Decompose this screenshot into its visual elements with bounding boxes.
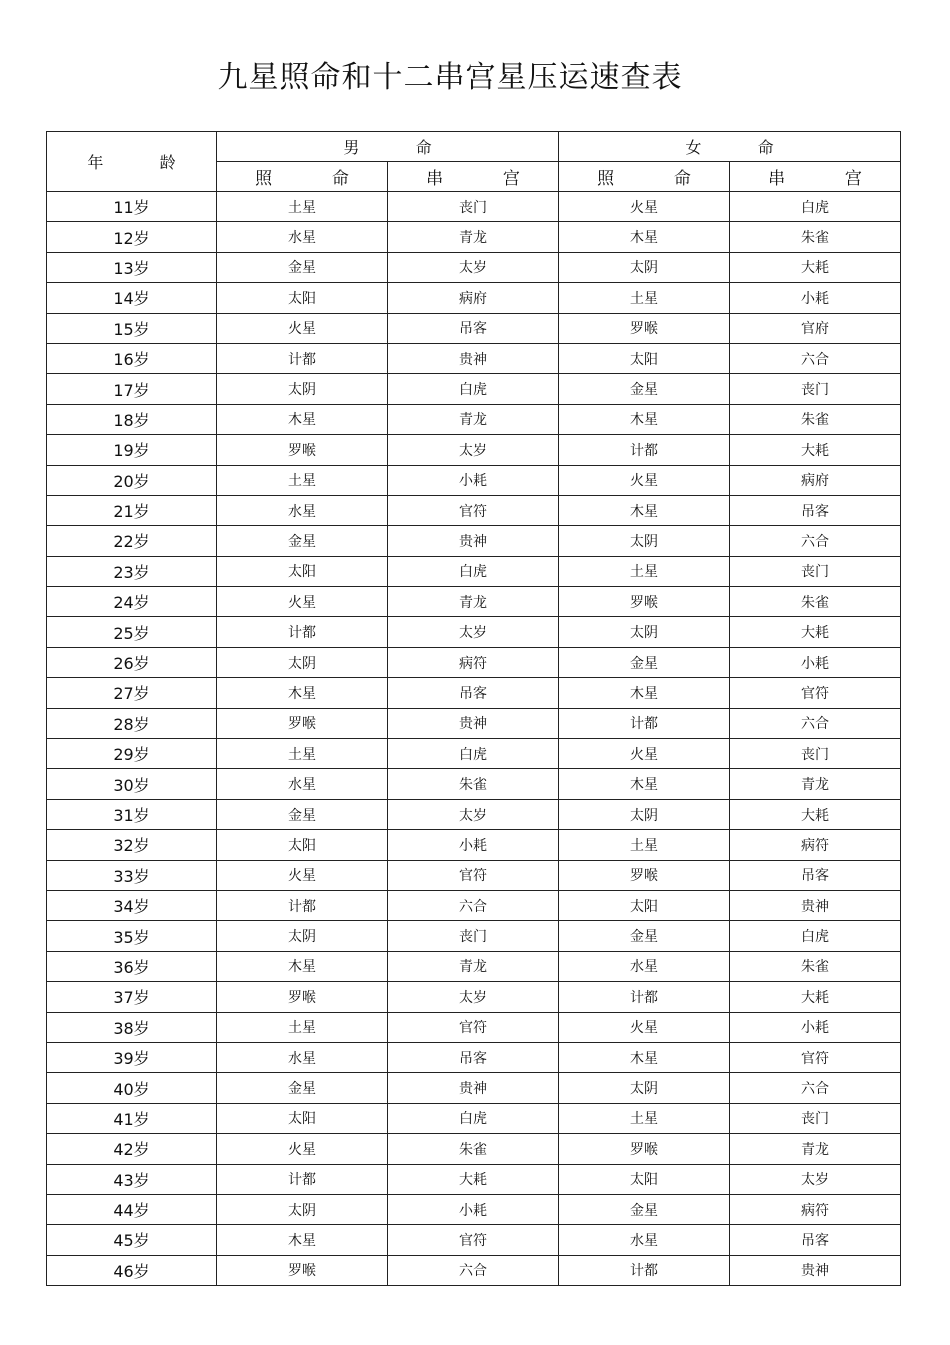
cell-female-chuan: 白虎 — [730, 921, 901, 951]
table-row — [47, 708, 901, 738]
cell-male-chuan: 官符 — [388, 1225, 559, 1255]
cell-female-chuan: 贵神 — [730, 1255, 901, 1285]
cell-age: 26岁 — [47, 647, 217, 677]
page-title: 九星照命和十二串宫星压运速查表 — [217, 60, 683, 95]
cell-male-zhao: 火星 — [217, 313, 388, 343]
cell-male-chuan: 青龙 — [388, 951, 559, 981]
table-row — [47, 526, 901, 556]
cell-female-zhao: 火星 — [559, 1012, 730, 1042]
cell-age: 43岁 — [47, 1164, 217, 1194]
header-female-chuan: 串 宫 — [730, 162, 901, 192]
cell-male-chuan: 病符 — [388, 647, 559, 677]
cell-male-chuan: 白虎 — [388, 1103, 559, 1133]
cell-female-chuan: 丧门 — [730, 374, 901, 404]
cell-male-chuan: 病府 — [388, 283, 559, 313]
cell-age: 28岁 — [47, 708, 217, 738]
cell-age: 38岁 — [47, 1012, 217, 1042]
cell-female-chuan: 大耗 — [730, 252, 901, 282]
cell-female-chuan: 六合 — [730, 1073, 901, 1103]
header-age: 年 龄 — [47, 132, 217, 192]
table-row — [47, 647, 901, 677]
cell-male-zhao: 太阴 — [217, 647, 388, 677]
table-row — [47, 1164, 901, 1194]
cell-age: 11岁 — [47, 192, 217, 222]
cell-male-chuan: 大耗 — [388, 1164, 559, 1194]
table-body — [47, 192, 901, 1286]
cell-age: 25岁 — [47, 617, 217, 647]
cell-female-chuan: 病府 — [730, 465, 901, 495]
cell-male-chuan: 六合 — [388, 890, 559, 920]
table-row — [47, 1073, 901, 1103]
cell-male-zhao: 罗喉 — [217, 982, 388, 1012]
cell-male-chuan: 朱雀 — [388, 1134, 559, 1164]
cell-age: 33岁 — [47, 860, 217, 890]
cell-female-chuan: 官符 — [730, 1042, 901, 1072]
cell-female-chuan: 吊客 — [730, 860, 901, 890]
table-row — [47, 1134, 901, 1164]
cell-male-zhao: 罗喉 — [217, 708, 388, 738]
cell-female-zhao: 水星 — [559, 1225, 730, 1255]
cell-age: 40岁 — [47, 1073, 217, 1103]
cell-female-chuan: 青龙 — [730, 769, 901, 799]
cell-male-chuan: 贵神 — [388, 1073, 559, 1103]
cell-age: 39岁 — [47, 1042, 217, 1072]
table-row — [47, 192, 901, 222]
cell-male-zhao: 金星 — [217, 799, 388, 829]
cell-male-chuan: 太岁 — [388, 252, 559, 282]
cell-age: 41岁 — [47, 1103, 217, 1133]
table-row — [47, 799, 901, 829]
cell-male-chuan: 小耗 — [388, 1194, 559, 1224]
cell-female-zhao: 火星 — [559, 465, 730, 495]
cell-male-zhao: 木星 — [217, 1225, 388, 1255]
cell-female-zhao: 太阴 — [559, 526, 730, 556]
lookup-table — [46, 131, 901, 1286]
cell-male-chuan: 白虎 — [388, 739, 559, 769]
cell-male-zhao: 火星 — [217, 1134, 388, 1164]
cell-age: 44岁 — [47, 1194, 217, 1224]
cell-female-zhao: 木星 — [559, 222, 730, 252]
cell-male-chuan: 贵神 — [388, 343, 559, 373]
cell-female-chuan: 六合 — [730, 708, 901, 738]
cell-male-chuan: 小耗 — [388, 830, 559, 860]
cell-female-chuan: 朱雀 — [730, 587, 901, 617]
cell-age: 35岁 — [47, 921, 217, 951]
table-row — [47, 222, 901, 252]
cell-female-zhao: 木星 — [559, 678, 730, 708]
cell-age: 13岁 — [47, 252, 217, 282]
cell-age: 14岁 — [47, 283, 217, 313]
table-row — [47, 283, 901, 313]
table-row — [47, 951, 901, 981]
cell-male-chuan: 贵神 — [388, 708, 559, 738]
cell-female-zhao: 计都 — [559, 982, 730, 1012]
cell-male-zhao: 太阳 — [217, 830, 388, 860]
table-row — [47, 252, 901, 282]
cell-male-zhao: 火星 — [217, 860, 388, 890]
cell-male-zhao: 火星 — [217, 587, 388, 617]
cell-female-zhao: 木星 — [559, 495, 730, 525]
header-female-zhao: 照 命 — [559, 162, 730, 192]
cell-female-zhao: 土星 — [559, 556, 730, 586]
cell-male-zhao: 太阳 — [217, 283, 388, 313]
cell-age: 46岁 — [47, 1255, 217, 1285]
cell-female-chuan: 病符 — [730, 1194, 901, 1224]
table-header — [47, 132, 901, 192]
cell-male-zhao: 计都 — [217, 617, 388, 647]
table-row — [47, 404, 901, 434]
cell-male-zhao: 木星 — [217, 951, 388, 981]
cell-female-zhao: 太阴 — [559, 1073, 730, 1103]
cell-male-zhao: 土星 — [217, 192, 388, 222]
cell-female-chuan: 大耗 — [730, 435, 901, 465]
cell-female-chuan: 太岁 — [730, 1164, 901, 1194]
cell-female-chuan: 大耗 — [730, 799, 901, 829]
cell-female-zhao: 太阴 — [559, 799, 730, 829]
cell-female-chuan: 病符 — [730, 830, 901, 860]
table-row — [47, 1103, 901, 1133]
cell-male-zhao: 罗喉 — [217, 435, 388, 465]
cell-male-chuan: 太岁 — [388, 799, 559, 829]
cell-female-zhao: 罗喉 — [559, 860, 730, 890]
cell-male-zhao: 水星 — [217, 495, 388, 525]
cell-female-zhao: 金星 — [559, 647, 730, 677]
header-male-chuan: 串 宫 — [388, 162, 559, 192]
table-row — [47, 982, 901, 1012]
cell-male-zhao: 水星 — [217, 769, 388, 799]
table-row — [47, 374, 901, 404]
cell-male-zhao: 水星 — [217, 222, 388, 252]
cell-age: 18岁 — [47, 404, 217, 434]
cell-female-chuan: 丧门 — [730, 1103, 901, 1133]
cell-male-zhao: 金星 — [217, 252, 388, 282]
cell-male-chuan: 吊客 — [388, 313, 559, 343]
table-row — [47, 921, 901, 951]
cell-female-zhao: 火星 — [559, 739, 730, 769]
table-row — [47, 769, 901, 799]
cell-age: 12岁 — [47, 222, 217, 252]
cell-male-zhao: 金星 — [217, 1073, 388, 1103]
cell-female-chuan: 大耗 — [730, 617, 901, 647]
table-row — [47, 860, 901, 890]
cell-male-chuan: 小耗 — [388, 465, 559, 495]
cell-male-chuan: 白虎 — [388, 374, 559, 404]
cell-male-chuan: 吊客 — [388, 678, 559, 708]
cell-female-zhao: 太阴 — [559, 617, 730, 647]
table-row — [47, 495, 901, 525]
cell-male-chuan: 官符 — [388, 860, 559, 890]
cell-male-chuan: 青龙 — [388, 587, 559, 617]
cell-female-zhao: 土星 — [559, 830, 730, 860]
cell-female-zhao: 计都 — [559, 1255, 730, 1285]
header-female: 女 命 — [559, 132, 901, 162]
cell-age: 24岁 — [47, 587, 217, 617]
cell-age: 45岁 — [47, 1225, 217, 1255]
cell-age: 22岁 — [47, 526, 217, 556]
cell-female-chuan: 六合 — [730, 526, 901, 556]
cell-female-chuan: 青龙 — [730, 1134, 901, 1164]
cell-female-chuan: 贵神 — [730, 890, 901, 920]
cell-age: 17岁 — [47, 374, 217, 404]
cell-female-zhao: 水星 — [559, 951, 730, 981]
cell-age: 23岁 — [47, 556, 217, 586]
cell-male-chuan: 太岁 — [388, 435, 559, 465]
table-row — [47, 1225, 901, 1255]
table-row — [47, 830, 901, 860]
table-row — [47, 313, 901, 343]
cell-female-zhao: 计都 — [559, 435, 730, 465]
cell-female-chuan: 丧门 — [730, 739, 901, 769]
cell-female-zhao: 太阴 — [559, 252, 730, 282]
cell-female-zhao: 金星 — [559, 1194, 730, 1224]
cell-age: 37岁 — [47, 982, 217, 1012]
cell-female-zhao: 土星 — [559, 283, 730, 313]
cell-age: 32岁 — [47, 830, 217, 860]
cell-female-chuan: 六合 — [730, 343, 901, 373]
table-row — [47, 617, 901, 647]
cell-female-zhao: 太阳 — [559, 343, 730, 373]
cell-female-zhao: 太阳 — [559, 890, 730, 920]
table-row — [47, 587, 901, 617]
cell-male-zhao: 太阳 — [217, 1103, 388, 1133]
cell-female-zhao: 计都 — [559, 708, 730, 738]
cell-male-zhao: 计都 — [217, 1164, 388, 1194]
table-row — [47, 556, 901, 586]
cell-male-zhao: 木星 — [217, 404, 388, 434]
cell-male-zhao: 太阴 — [217, 921, 388, 951]
cell-male-zhao: 太阳 — [217, 556, 388, 586]
cell-female-zhao: 木星 — [559, 1042, 730, 1072]
cell-age: 36岁 — [47, 951, 217, 981]
cell-male-zhao: 木星 — [217, 678, 388, 708]
cell-male-chuan: 白虎 — [388, 556, 559, 586]
cell-male-zhao: 计都 — [217, 343, 388, 373]
cell-female-chuan: 官符 — [730, 678, 901, 708]
cell-age: 34岁 — [47, 890, 217, 920]
table-row — [47, 1042, 901, 1072]
table-row — [47, 890, 901, 920]
cell-age: 21岁 — [47, 495, 217, 525]
header-male-zhao: 照 命 — [217, 162, 388, 192]
cell-female-zhao: 罗喉 — [559, 587, 730, 617]
cell-male-zhao: 罗喉 — [217, 1255, 388, 1285]
table-row — [47, 678, 901, 708]
cell-male-chuan: 官符 — [388, 495, 559, 525]
cell-male-zhao: 水星 — [217, 1042, 388, 1072]
cell-age: 29岁 — [47, 739, 217, 769]
table-row — [47, 1255, 901, 1285]
cell-female-zhao: 金星 — [559, 374, 730, 404]
cell-male-zhao: 土星 — [217, 1012, 388, 1042]
cell-female-chuan: 吊客 — [730, 495, 901, 525]
cell-male-zhao: 土星 — [217, 739, 388, 769]
cell-female-chuan: 吊客 — [730, 1225, 901, 1255]
table-row — [47, 465, 901, 495]
cell-male-chuan: 贵神 — [388, 526, 559, 556]
cell-male-zhao: 金星 — [217, 526, 388, 556]
cell-female-chuan: 小耗 — [730, 1012, 901, 1042]
cell-male-zhao: 计都 — [217, 890, 388, 920]
cell-age: 15岁 — [47, 313, 217, 343]
cell-age: 30岁 — [47, 769, 217, 799]
cell-male-chuan: 青龙 — [388, 404, 559, 434]
cell-age: 31岁 — [47, 799, 217, 829]
cell-male-chuan: 吊客 — [388, 1042, 559, 1072]
cell-female-chuan: 官府 — [730, 313, 901, 343]
table-row — [47, 435, 901, 465]
cell-age: 27岁 — [47, 678, 217, 708]
cell-female-zhao: 木星 — [559, 769, 730, 799]
cell-female-zhao: 木星 — [559, 404, 730, 434]
cell-male-zhao: 太阴 — [217, 374, 388, 404]
table-row — [47, 1194, 901, 1224]
cell-female-chuan: 朱雀 — [730, 951, 901, 981]
cell-female-chuan: 白虎 — [730, 192, 901, 222]
cell-female-chuan: 小耗 — [730, 647, 901, 677]
cell-female-zhao: 土星 — [559, 1103, 730, 1133]
cell-male-chuan: 太岁 — [388, 617, 559, 647]
cell-male-chuan: 朱雀 — [388, 769, 559, 799]
cell-female-zhao: 火星 — [559, 192, 730, 222]
cell-female-zhao: 罗喉 — [559, 1134, 730, 1164]
cell-male-chuan: 官符 — [388, 1012, 559, 1042]
cell-male-chuan: 六合 — [388, 1255, 559, 1285]
cell-male-zhao: 太阴 — [217, 1194, 388, 1224]
table-row — [47, 343, 901, 373]
cell-age: 16岁 — [47, 343, 217, 373]
cell-female-chuan: 朱雀 — [730, 404, 901, 434]
cell-male-zhao: 土星 — [217, 465, 388, 495]
cell-female-zhao: 金星 — [559, 921, 730, 951]
cell-male-chuan: 太岁 — [388, 982, 559, 1012]
cell-male-chuan: 丧门 — [388, 192, 559, 222]
cell-female-chuan: 丧门 — [730, 556, 901, 586]
cell-female-chuan: 小耗 — [730, 283, 901, 313]
cell-age: 20岁 — [47, 465, 217, 495]
cell-female-zhao: 太阳 — [559, 1164, 730, 1194]
cell-male-chuan: 青龙 — [388, 222, 559, 252]
cell-age: 19岁 — [47, 435, 217, 465]
cell-female-zhao: 罗喉 — [559, 313, 730, 343]
cell-female-chuan: 朱雀 — [730, 222, 901, 252]
cell-male-chuan: 丧门 — [388, 921, 559, 951]
cell-female-chuan: 大耗 — [730, 982, 901, 1012]
table-row — [47, 739, 901, 769]
header-male: 男 命 — [217, 132, 559, 162]
cell-age: 42岁 — [47, 1134, 217, 1164]
table-row — [47, 1012, 901, 1042]
